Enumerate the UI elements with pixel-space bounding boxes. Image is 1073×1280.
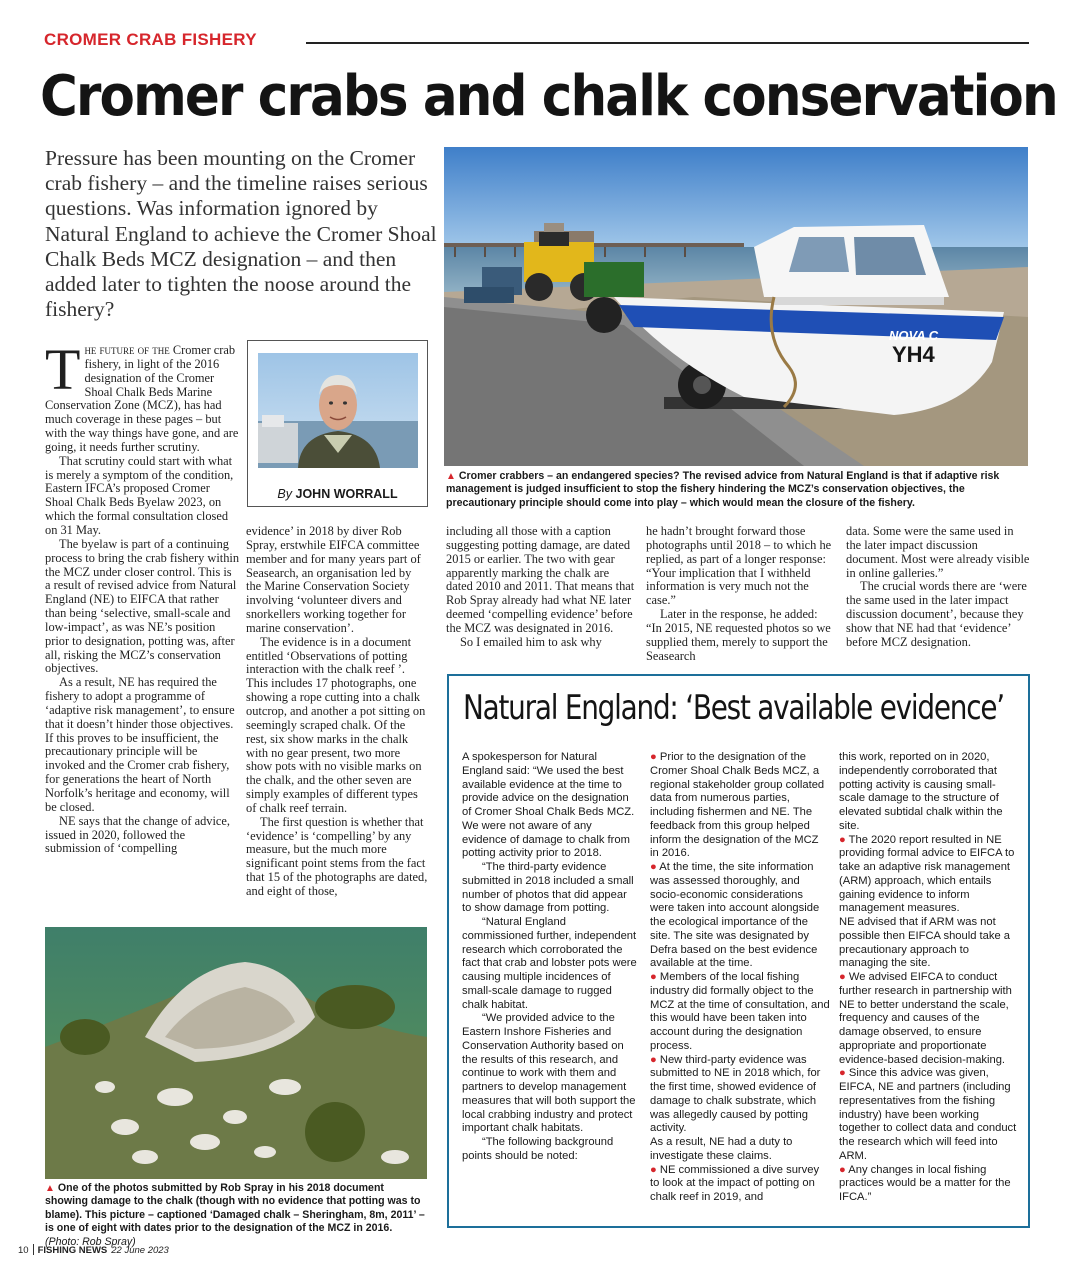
bullet-icon: ● (650, 1053, 657, 1066)
bullet-icon: ● (650, 861, 657, 873)
photo-credit: (Photo: Rob Spray) (45, 1235, 136, 1248)
bullet-icon: ● (650, 1163, 657, 1176)
footer-divider (33, 1244, 34, 1255)
paragraph: As a result, NE has required the fishery to adopt a programme of ‘adaptive risk management’, to ensure that it doesn’t hinder those objectives. If this proves to be insufficient, the precautionary principle will be invoked and the Cromer crab fishery, for generations the heart of North Norfolk’s heritage and economy, will be closed. (45, 675, 235, 814)
bullet-text: At the time, the site information was assessed thoroughly, and socio-economic considerations were taken into account alongside the ecological importance of the site. The site was designated by Defra based on the best evidence available at the time. (650, 861, 820, 970)
paragraph: That scrutiny could start with what is merely a symptom of the condition, Eastern IFCA’s proposed Cromer Shoal Chalk Beds Byelaw 2023, on which the formal consultation closed on 31 May. (45, 453, 234, 537)
panel-bullet (839, 971, 1019, 1067)
panel-paragraph: “The following background points should be noted: (462, 1136, 614, 1162)
page-number: 10 (18, 1245, 29, 1256)
boat-number: YH4 (892, 342, 935, 367)
bullet-text: Members of the local fishing industry did formally object to the MCZ at the time of consultation, and this would have been taken into account during the designation process. (650, 971, 830, 1052)
bullet-text: NE commissioned a dive survey to look at the impact of potting on chalk reef in 2019, and (650, 1163, 820, 1203)
paragraph: including all those with a caption suggesting potting damage, are dated 2015 or earlier. The two with gear apparently marking the chalk are dated 2010 and 2011. That means that Rob Spray already had what NE later deemed ‘compelling evidence’ before the MCZ was designated in 2016. (446, 524, 635, 635)
kicker-rule (306, 42, 1029, 44)
panel-paragraph: A spokesperson for Natural England said: “We used the best available evidence at the time to provide advice on the designation of Cromer Shoal Chalk Beds MCZ. We were not aware of any evidence of damage to chalk from potting activity prior to 2018. (462, 751, 635, 860)
panel-paragraph: this work, reported on in 2020, independently corroborated that potting activity is causing small-scale damage to the structure of elevated subtidal chalk within the site. (839, 751, 1003, 832)
issue-date: 22 June 2023 (111, 1245, 169, 1256)
bullet-icon: ● (839, 1067, 846, 1080)
paragraph: he hadn’t brought forward those photographs until 2018 – to which he replied, as part of a longer response: “Your implication that I withheld information is very much not the case.” (646, 524, 832, 608)
panel-bullet (650, 1054, 830, 1137)
headline: Cromer crabs and chalk conservation (40, 64, 1057, 129)
bullet-text: We advised EIFCA to conduct further research in partnership with NE to better understand the scale, frequency and causes of the damage observed, to ensure appropriate and proportionate evidence-based decision-making. (839, 971, 1012, 1066)
panel-bullet (839, 1164, 1019, 1205)
panel-bullet (839, 1067, 1019, 1163)
byline (248, 487, 427, 501)
byline-prefix: By (277, 487, 293, 501)
paragraph: The byelaw is part of a continuing process to bring the crab fishery within the MCZ under closer control. This is a result of revised advice from Natural England (NE) to EIFCA that rather than being ‘selective, small-scale and low-impact’, as was NE’s position prior to designation, potting was, after all, risking the MCZ’s conservation objectives. (45, 536, 240, 676)
chalk-photo-caption (45, 1182, 428, 1249)
article-column-5 (846, 525, 1030, 650)
lead-smallcaps: he future of the (84, 343, 170, 357)
bullet-text: Since this advice was given, EIFCA, NE and partners (including representatives from the fishing industry) have been working together to collect data and conduct the research which will feed into ARM. (839, 1067, 1017, 1162)
bullet-text: Any changes in local fishing practices would be a matter for the IFCA.” (839, 1163, 1011, 1203)
caption-marker-icon: ▲ (446, 471, 456, 482)
bullet-icon: ● (839, 1163, 846, 1176)
byline-box (247, 340, 428, 507)
panel-bullet (650, 751, 830, 861)
caption-text: Cromer crabbers – an endangered species? The revised advice from Natural England is that if adaptive risk management is judged insufficient to stop the fishery hindering the MCZ’s conservation objectives, the precautionary principle should come into play – which would mean the closure of the fishery. (446, 470, 1000, 509)
bullet-icon: ● (650, 751, 657, 763)
boat-name: NOVA C (889, 328, 939, 343)
paragraph: evidence’ in 2018 by diver Rob Spray, erstwhile EIFCA committee member and for many years part of Seasearch, an organisation led by the Marine Conservation Society involving ‘volunteer divers and snorkellers working together for marine conservation’. (246, 524, 421, 635)
article-column-2 (246, 525, 429, 899)
panel-bullet (650, 861, 830, 971)
paragraph: The crucial words there are ‘were the same used in the later impact discussion document’, because they show that NE had that ‘evidence’ before MCZ designation. (846, 579, 1027, 649)
panel-paragraph: “Natural England commissioned further, independent research which corroborated the fact that crab and lobster pots were causing multiple incidences of small-scale damage to rugged chalk habitat. (462, 916, 637, 1011)
paragraph: The evidence is in a document entitled ‘Observations of potting interaction with the chalk reef ’. This includes 17 photographs, one showing a rope cutting into a chalk outcrop, and another a pot sitting on seemingly scraped chalk. Of the rest, six show marks in the chalk with no gear present, two more show pots with no visible marks on the chalk, and the other seven are simply examples of different types of chalk reef terrain. (246, 634, 426, 815)
author-portrait (258, 353, 418, 468)
panel-column-1 (462, 751, 637, 1164)
panel-paragraph: “The third-party evidence submitted in 2018 included a small number of photos that did appear to show damage from potting. (462, 861, 634, 915)
bullet-icon: ● (839, 833, 846, 846)
paragraph: The first question is whether that ‘evidence’ is ‘compelling’ by any measure, but the much more significant point stems from the fact that 15 of the photographs are dated, and eight of those, (246, 814, 428, 898)
paragraph: Later in the response, he added: “In 2015, NE requested photos so we supplied them, merely to support the Seasearch (646, 607, 831, 663)
bullet-text: New third-party evidence was submitted to NE in 2018 which, for the first time, showed evidence of damage to chalk substrate, which was allegedly caused by potting activity. (650, 1053, 821, 1135)
natural-england-panel (447, 674, 1030, 1228)
standfirst: Pressure has been mounting on the Cromer crab fishery – and the timeline raises serious questions. Was information ignored by Natural England to achieve the Cromer Shoal Chalk Beds MCZ designation – and then added later to tighten the noose around the fishery? (45, 146, 437, 322)
panel-bullet (650, 971, 830, 1054)
panel-title: Natural England: ‘Best available evidence’ (463, 688, 1004, 728)
caption-marker-icon: ▲ (45, 1183, 55, 1194)
section-header (44, 30, 1029, 52)
panel-paragraph: As a result, NE had a duty to investigate these claims. (650, 1136, 793, 1162)
lead-paragraph (45, 337, 240, 455)
paragraph: NE says that the change of advice, issued in 2020, followed the submission of ‘compelling (45, 813, 230, 856)
paragraph: data. Some were the same used in the later impact discussion document. Most were already visible in online galleries.” (846, 524, 1030, 580)
chalk-reef-photo (45, 927, 427, 1179)
bullet-text: The 2020 report resulted in NE providing formal advice to EIFCA to take an adaptive risk management (ARM) approach, which entails gaining evidence to inform management measures. (839, 833, 1015, 915)
boat-photo-caption (446, 470, 1030, 510)
page-footer (18, 1244, 169, 1256)
article-column-3 (446, 525, 636, 650)
publication-name: FISHING NEWS (37, 1245, 108, 1256)
panel-bullet (650, 1164, 830, 1205)
section-kicker: CROMER CRAB FISHERY (44, 30, 257, 49)
article-column-1 (45, 337, 240, 856)
drop-cap: T (45, 337, 81, 402)
panel-paragraph: NE advised that if ARM was not possible then EIFCA should take a precautionary approach to managing the site. (839, 916, 1011, 970)
bullet-text: Prior to the designation of the Cromer Shoal Chalk Beds MCZ, a regional stakeholder group collated data from numerous parties, including fishermen and NE. The feedback from this group helped inform the designation of the MCZ in 2016. (650, 751, 825, 860)
panel-column-3 (839, 751, 1019, 1205)
paragraph: So I emailed him to ask why (460, 634, 602, 649)
bullet-icon: ● (650, 971, 657, 983)
author-name: JOHN WORRALL (295, 487, 398, 501)
boat-photo (444, 147, 1028, 466)
panel-column-2 (650, 751, 830, 1205)
article-column-4 (646, 525, 836, 663)
caption-text: One of the photos submitted by Rob Spray in his 2018 document showing damage to the chalk (though with no evidence that potting was to blame). This picture – captioned ‘Damaged chalk – Sheringham, 8m, 2011’ – is one of eight with dates prior to the designation of the MCZ in 2016. (45, 1182, 425, 1235)
paragraph-text: Cromer crab fishery, in light of the 2016 designation of the Cromer Shoal Chalk Beds Marine Conservation Zone (MCZ), has had much coverage in these pages – but with the way things have gone, and are going, it needs further scrutiny. (45, 343, 239, 454)
panel-paragraph: “We provided advice to the Eastern Inshore Fisheries and Conservation Authority based on the results of this research, and continue to work with them and partners to develop management measures that will both support the local crabbing industry and protect important chalk habitats. (462, 1012, 636, 1135)
panel-bullet (839, 834, 1019, 917)
bullet-icon: ● (839, 971, 846, 983)
